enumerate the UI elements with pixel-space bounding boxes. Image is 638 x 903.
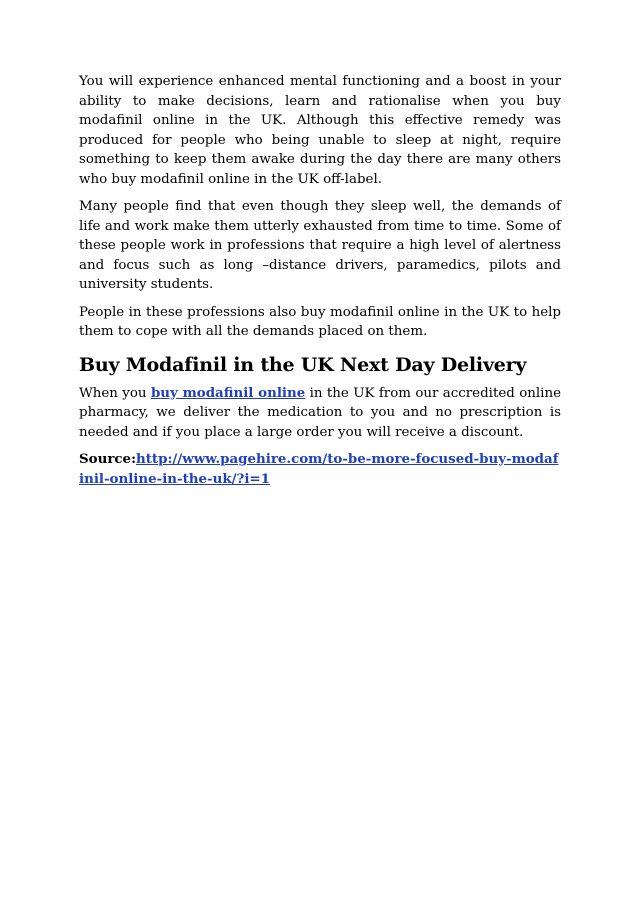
paragraph-professions: People in these professions also buy modafinil online in the UK to help them to cope with all the demands placed on them.	[79, 304, 561, 339]
paragraph-intro: You will experience enhanced mental functioning and a boost in your ability to make decisions, learn and rationalise when you buy modafinil online in the UK. Although this effective remedy was produced for people who being unable to sleep at night, require something to keep them awake during the day there are many others who buy modafinil online in the UK off-label.	[79, 74, 561, 187]
paragraph-delivery	[79, 384, 561, 443]
source-label: Source:	[79, 451, 137, 467]
paragraph-demands: Many people find that even though they sleep well, the demands of life and work make them utterly exhausted from time to time. Some of these people work in professions that require a high level of alertness and focus such as long –distance drivers, paramedics, pilots and university students.	[79, 199, 561, 292]
section-heading: Buy Modafinil in the UK Next Day Delivery	[79, 353, 527, 376]
buy-modafinil-link[interactable]: buy modafinil online	[150, 384, 306, 401]
source-url-link[interactable]: http://www.pagehire.com/to-be-more-focused-buy-modafinil-online-in-the-uk/?i=1	[79, 451, 559, 487]
document-page	[79, 72, 561, 489]
delivery-text-after-link: in the UK from our accredited online pharmacy, we deliver the medication to you and no prescription is needed and if you place a large order you will receive a discount.	[79, 385, 562, 440]
delivery-text-before-link: When you	[79, 385, 151, 401]
source-line	[79, 450, 561, 489]
